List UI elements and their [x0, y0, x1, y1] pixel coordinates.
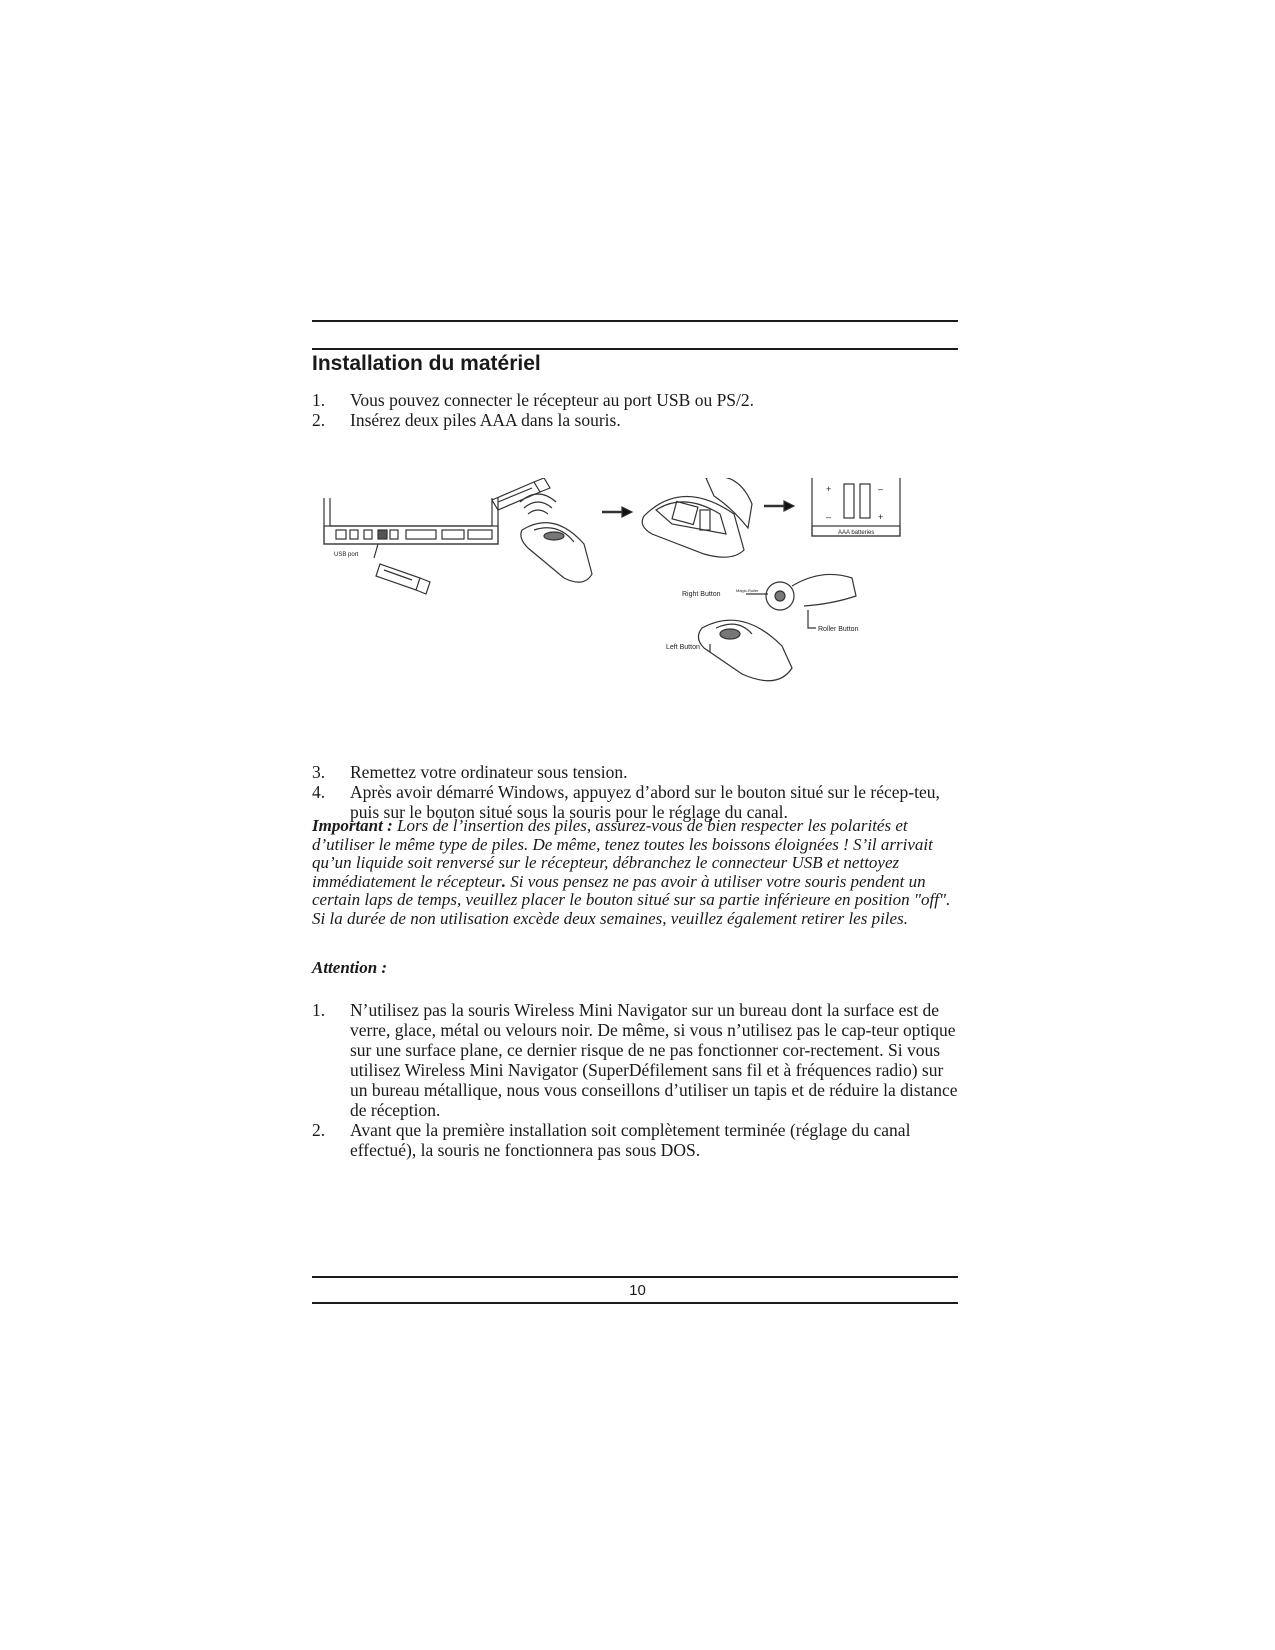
list-item-text: N’utilisez pas la souris Wireless Mini Navigator sur un bureau dont la surface est de verre, glace, métal ou velours noir. De même, si vous n’utilisez pas le cap-teur optique sur une surface plane, ce dernier risque de ne pas fonctionner cor-rectement. Si vous utilisez Wireless Mini Navigator (SuperDéfilement sans fil et à fréquences radio) sur un bureau métallique, nous vous conseillons d’utiliser un tapis et de réduire la distance de réception.	[350, 1000, 958, 1120]
steps-top-list	[312, 390, 960, 430]
usb-receiver-icon	[376, 564, 430, 594]
mouse-icon	[521, 523, 592, 583]
top-rule-2	[312, 348, 958, 350]
important-bold-period: .	[501, 871, 507, 891]
attention-list	[312, 1000, 960, 1160]
important-label: Important :	[312, 816, 393, 835]
list-item-number: 1.	[312, 390, 326, 410]
list-item-text: Vous pouvez connecter le récepteur au port USB ou PS/2.	[350, 390, 755, 410]
list-item-text: Avant que la première installation soit complètement terminée (réglage du canal effectué), la souris ne fonctionnera pas sous DOS.	[350, 1120, 911, 1160]
battery-plus-sign: +	[878, 512, 884, 522]
list-item-text: Insérez deux piles AAA dans la souris.	[350, 410, 621, 430]
list-item-number: 2.	[312, 1120, 326, 1140]
steps-bottom-list	[312, 762, 960, 822]
section-heading: Installation du matériel	[312, 352, 541, 375]
installation-figure	[322, 478, 948, 700]
important-text-continued: Si vous pensez ne pas avoir à utiliser votre souris pendent un certain laps de temps, veuillez placer le bouton situé sur sa partie inférieure en position "off". Si la durée de non utilisation excède deux semaines, veuillez également retirer les piles.	[312, 871, 951, 928]
laptop-illustration	[324, 498, 498, 558]
battery-minus-sign: –	[826, 512, 832, 522]
right-button-label: Right Button	[682, 591, 721, 598]
important-text: Lors de l’insertion des piles, assurez-vous de bien respecter les polarités et d’utiliser le même type de piles. De même, tenez toutes les boissons éloignées ! S’il arrivait qu’un liquide soit renversé sur le récepteur, débranchez le connecteur USB et nettoyez immédiatement le récepteur	[312, 816, 933, 891]
arrow-right-icon	[602, 507, 632, 517]
list-item	[312, 1120, 960, 1160]
important-note	[312, 817, 960, 929]
wireless-signal-icon	[520, 494, 556, 514]
list-item-number: 2.	[312, 410, 326, 430]
list-item-text: Après avoir démarré Windows, appuyez d’abord sur le bouton situé sur le récep-teu, puis sur le bouton situé sous la souris pour le réglage du canal.	[350, 782, 940, 822]
footer-rule-1	[312, 1276, 958, 1278]
footer-rule-2	[312, 1302, 958, 1304]
usb-port-label: USB port	[334, 552, 359, 558]
list-item	[312, 762, 960, 782]
list-item	[312, 390, 960, 410]
list-item	[312, 1000, 960, 1120]
page-number: 10	[629, 1282, 646, 1299]
figure-labels	[334, 484, 883, 651]
aaa-batteries-label: AAA batteries	[838, 530, 875, 536]
roller-button-label: Roller Button	[818, 626, 859, 633]
left-button-label: Left Button	[666, 644, 700, 651]
open-mouse-battery-compartment	[642, 478, 752, 557]
magic-roller-label: Magic-Roller	[736, 588, 759, 593]
list-item	[312, 410, 960, 430]
attention-heading: Attention :	[312, 958, 388, 977]
battery-plus-sign: +	[826, 484, 832, 494]
top-rule-1	[312, 320, 958, 322]
list-item-number: 1.	[312, 1000, 326, 1020]
list-item-number: 3.	[312, 762, 326, 782]
battery-minus-sign: –	[878, 484, 884, 494]
list-item-text: Remettez votre ordinateur sous tension.	[350, 762, 628, 782]
arrow-right-icon	[764, 501, 794, 511]
list-item-number: 4.	[312, 782, 326, 802]
